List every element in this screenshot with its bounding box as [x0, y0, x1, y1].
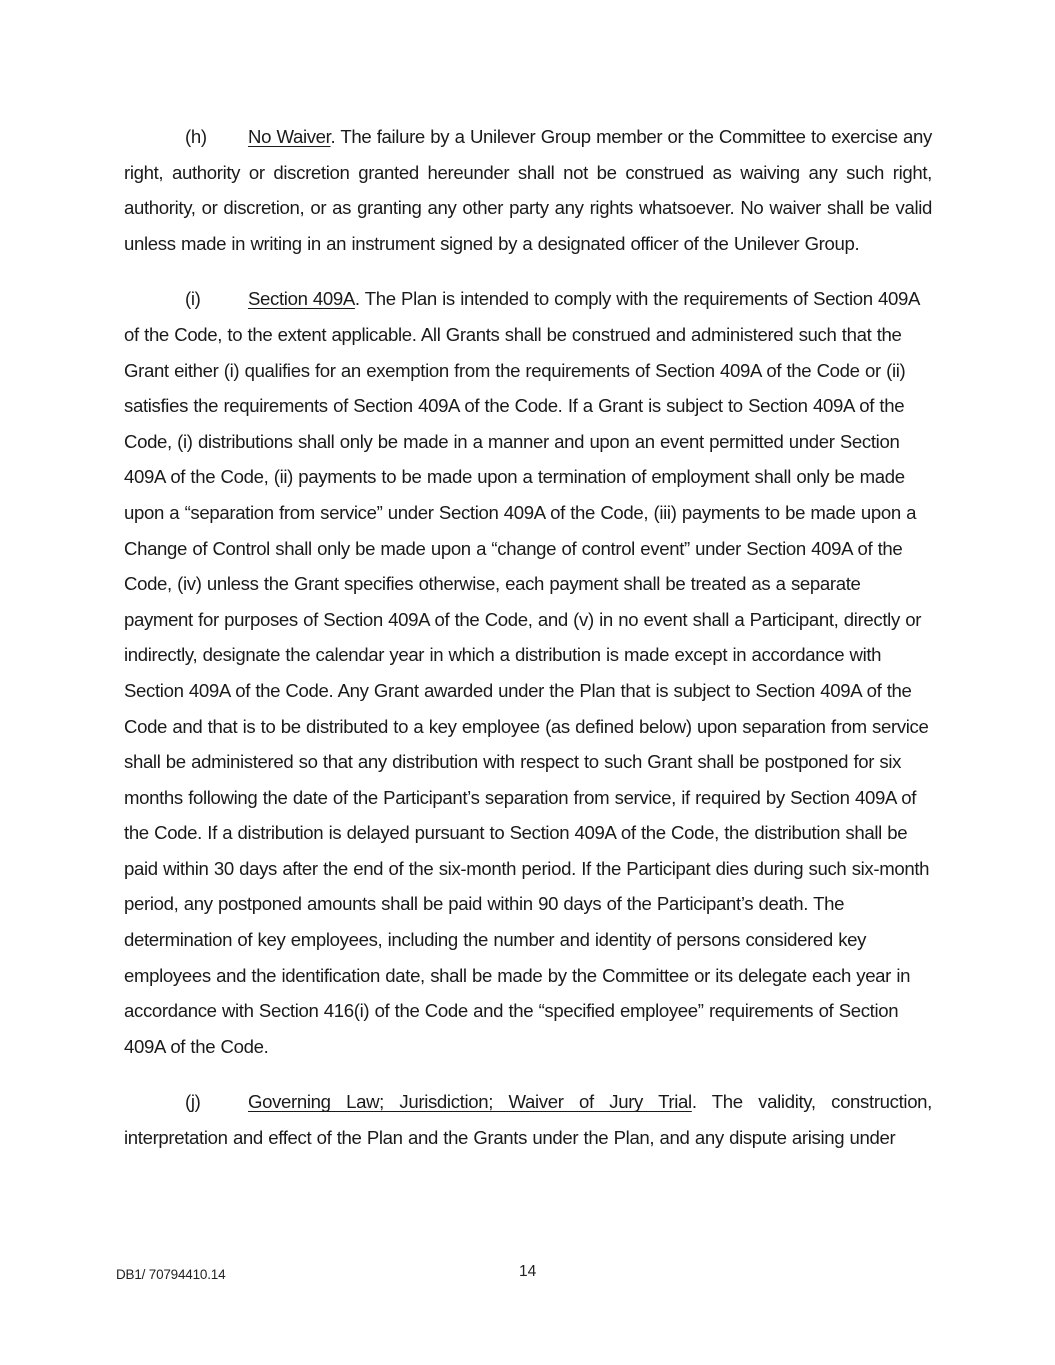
section-h-marker: (h): [185, 126, 207, 147]
page-number: 14: [519, 1263, 537, 1280]
section-i-marker: (i): [185, 288, 201, 310]
section-j-heading: Governing Law; Jurisdiction; Waiver of Jury Trial: [248, 1091, 692, 1113]
page-body: [124, 119, 932, 1156]
footer-doc-id: DB1/ 70794410.14: [116, 1267, 226, 1282]
section-j-paragraph: [124, 1084, 932, 1155]
section-h-heading: No Waiver: [248, 126, 331, 147]
section-h-text: . The failure by a Unilever Group member or the Committee to exercise any right, authority or discretion granted hereunder shall not be construed as waiving any such right, authority, or discretion, or as granting any other party any rights whatsoever. No waiver shall be valid unless made in writing in an instrument signed by a designated officer of the Unilever Group.: [124, 126, 932, 254]
section-i-heading: Section 409A: [248, 288, 355, 310]
section-j-text: . The validity, construction, interpretation and effect of the Plan and the Grants under the Plan, and any dispute arising under: [124, 1091, 932, 1149]
section-h-paragraph: [124, 119, 932, 261]
section-j-marker: (j): [185, 1091, 201, 1113]
section-i-paragraph: [124, 281, 932, 1064]
section-i-text: . The Plan is intended to comply with the requirements of Section 409A of the Code, to the extent applicable. All Grants shall be construed and administered such that the Grant either (i) qualifies for an exemption from the requirements of Section 409A of the Code or (ii) satisfies the requirements of Section 409A of the Code. If a Grant is subject to Section 409A of the Code, (i) distributions shall only be made in a manner and upon an event permitted under Section 409A of the Code, (ii) payments to be made upon a termination of employment shall only be made upon a “separation from service” under Section 409A of the Code, (iii) payments to be made upon a Change of Control shall only be made upon a “change of control event” under Section 409A of the Code, (iv) unless the Grant specifies otherwise, each payment shall be treated as a separate payment for purposes of Section 409A of the Code, and (v) in no event shall a Participant, directly or indirectly, designate the calendar year in which a distribution is made except in accordance with Section 409A of the Code. Any Grant awarded under the Plan that is subject to Section 409A of the Code and that is to be distributed to a key employee (as defined below) upon separation from service shall be administered so that any distribution with respect to such Grant shall be postponed for six months following the date of the Participant’s separation from service, if required by Section 409A of the Code. If a distribution is delayed pursuant to Section 409A of the Code, the distribution shall be paid within 30 days after the end of the six-month period. If the Participant dies during such six-month period, any postponed amounts shall be paid within 90 days of the Participant’s death. The determination of key employees, including the number and identity of persons considered key employees and the identification date, shall be made by the Committee or its delegate each year in accordance with Section 416(i) of the Code and the “specified employee” requirements of Section 409A of the Code.: [124, 288, 930, 1057]
